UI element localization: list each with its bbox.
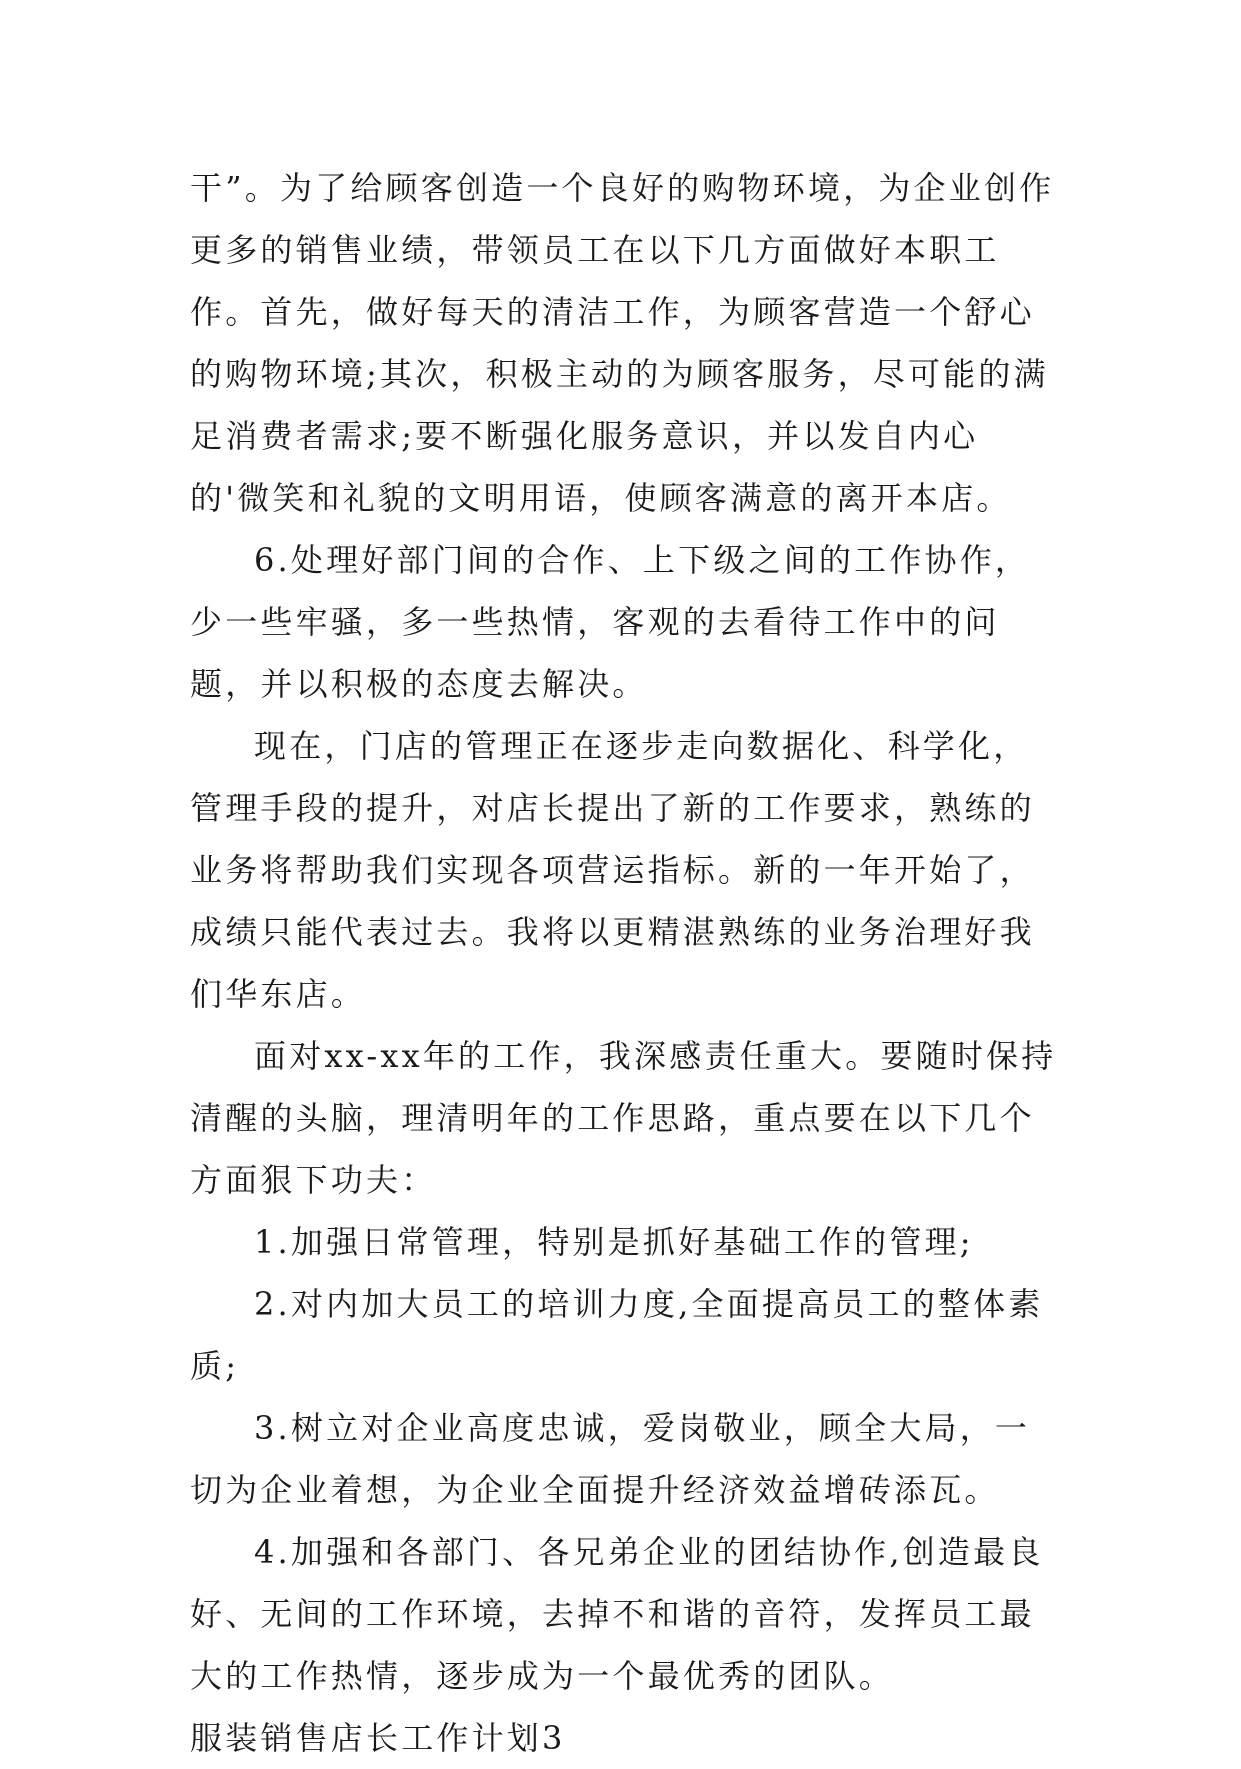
list-item-3: 3.树立对企业高度忠诚，爱岗敬业，顾全大局，一切为企业着想，为企业全面提升经济效益增砖添瓦。: [190, 1409, 1031, 1509]
list-item-4: 4.加强和各部门、各兄弟企业的团结协作,创造最良好、无间的工作环境，去掉不和谐的音符，发挥员工最大的工作热情，逐步成为一个最优秀的团队。: [190, 1533, 1044, 1695]
paragraph-item-6: 6.处理好部门间的合作、上下级之间的工作协作，少一些牢骚，多一些热情，客观的去看待工作中的问题，并以积极的态度去解决。: [190, 541, 1031, 703]
paragraph-continuation: 干”。为了给顾客创造一个良好的购物环境，为企业创作更多的销售业绩，带领员工在以下几方面做好本职工作。首先，做好每天的清洁工作，为顾客营造一个舒心的购物环境;其次，积极主动的为顾客服务，尽可能的满足消费者需求;要不断强化服务意识，并以发自内心的'微笑和礼貌的文明用语，使顾客满意的离开本店。: [190, 169, 1055, 517]
section-heading: 服装销售店长工作计划3: [190, 1719, 566, 1757]
list-item-1: 1.加强日常管理，特别是抓好基础工作的管理;: [254, 1223, 974, 1261]
list-item-2: 2.对内加大员工的培训力度,全面提高员工的整体素质;: [190, 1285, 1044, 1385]
paragraph-next-year-intro: 面对xx-xx年的工作，我深感责任重大。要随时保持清醒的头脑，理清明年的工作思路，重点要在以下几个方面狠下功夫：: [190, 1037, 1057, 1199]
paragraph-current-status: 现在，门店的管理正在逐步走向数据化、科学化，管理手段的提升，对店长提出了新的工作要求，熟练的业务将帮助我们实现各项营运指标。新的一年开始了，成绩只能代表过去。我将以更精湛熟练的业务治理好我们华东店。: [190, 727, 1035, 1013]
document-body: [190, 157, 1060, 1769]
